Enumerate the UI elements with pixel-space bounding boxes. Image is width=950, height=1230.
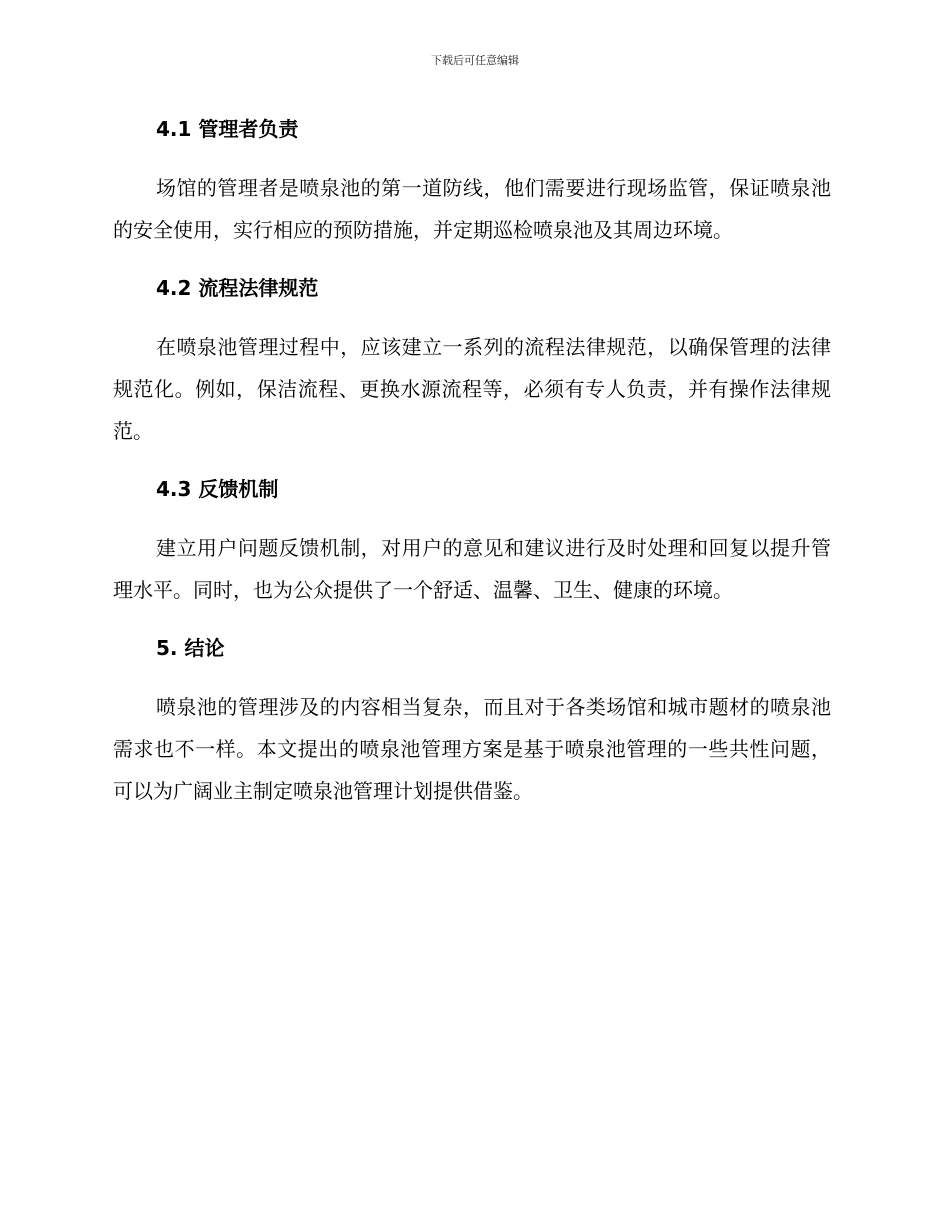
section-paragraph-4-2: 在喷泉池管理过程中，应该建立一系列的流程法律规范，以确保管理的法律规范化。例如，保洁流程、更换水源流程等，必须有专人负责，并有操作法律规范。 [113,335,831,443]
document-body [113,112,831,812]
section-heading-4-2: 4.2 流程法律规范 [156,276,319,300]
section-paragraph-4-1: 场馆的管理者是喷泉池的第一道防线，他们需要进行现场监管，保证喷泉池的安全使用，实行相应的预防措施，并定期巡检喷泉池及其周边环境。 [113,176,831,242]
page-header-note: 下载后可任意编辑 [431,54,519,67]
section-paragraph-5: 喷泉池的管理涉及的内容相当复杂，而且对于各类场馆和城市题材的喷泉池需求也不一样。本文提出的喷泉池管理方案是基于喷泉池管理的一些共性问题，可以为广阔业主制定喷泉池管理计划提供借鉴。 [113,695,831,803]
section-heading-5: 5. 结论 [156,636,225,660]
section-heading-4-1: 4.1 管理者负责 [156,117,299,141]
section-paragraph-4-3: 建立用户问题反馈机制，对用户的意见和建议进行及时处理和回复以提升管理水平。同时，也为公众提供了一个舒适、温馨、卫生、健康的环境。 [113,536,831,602]
section-heading-4-3: 4.3 反馈机制 [156,477,279,501]
